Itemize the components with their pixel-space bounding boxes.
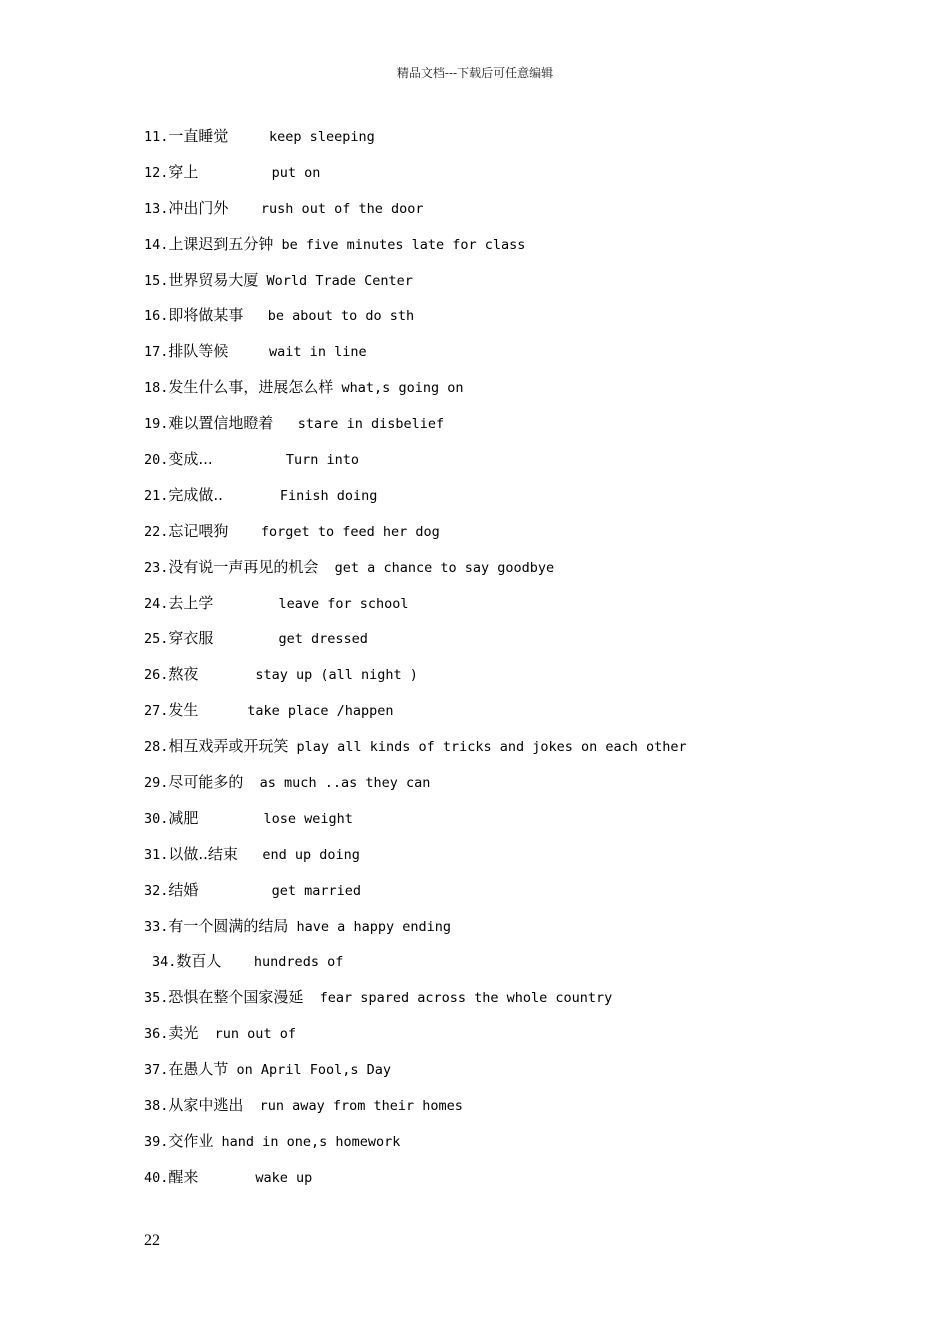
entry-number: 16. — [144, 308, 169, 325]
chinese-phrase: 有一个圆满的结局 — [168, 916, 289, 935]
entry-number: 13. — [144, 200, 169, 217]
entry-number: 26. — [144, 667, 169, 684]
chinese-phrase: 完成做.. — [168, 485, 223, 504]
spacer — [213, 1134, 221, 1150]
vocabulary-list — [144, 124, 904, 1201]
entry-number: 37. — [144, 1062, 169, 1079]
english-phrase: get a chance to say goodbye — [334, 559, 555, 576]
list-item — [144, 1021, 904, 1057]
english-phrase: hand in one,s homework — [221, 1133, 401, 1150]
chinese-phrase: 交作业 — [168, 1131, 214, 1150]
list-item — [144, 411, 904, 447]
list-item — [144, 232, 904, 268]
english-phrase: be about to do sth — [267, 308, 415, 325]
chinese-phrase: 在愚人节 — [168, 1060, 229, 1079]
entry-number: 36. — [144, 1026, 169, 1043]
list-item — [144, 160, 904, 196]
entry-number: 29. — [144, 775, 169, 792]
english-phrase: be five minutes late for class — [281, 236, 526, 253]
chinese-phrase: 变成... — [168, 450, 213, 469]
entry-number: 27. — [144, 703, 169, 720]
spacer — [333, 380, 341, 396]
spacer — [228, 344, 269, 360]
english-phrase: stare in disbelief — [297, 416, 445, 433]
page-number: 22 — [144, 1232, 160, 1249]
list-item — [144, 555, 904, 591]
entry-number: 14. — [144, 236, 169, 253]
english-phrase: hundreds of — [253, 954, 344, 971]
spacer — [228, 1062, 236, 1078]
spacer — [273, 416, 297, 432]
chinese-phrase: 排队等候 — [168, 342, 229, 361]
list-item — [144, 878, 904, 914]
entry-number: 19. — [144, 416, 169, 433]
chinese-phrase: 以做..结束 — [168, 844, 238, 863]
english-phrase: put on — [271, 164, 321, 181]
spacer — [198, 667, 255, 683]
english-phrase: rush out of the door — [260, 200, 424, 217]
entry-number: 17. — [144, 344, 169, 361]
english-phrase: on April Fool,s Day — [236, 1062, 391, 1079]
english-phrase: take place /happen — [247, 703, 394, 720]
list-item — [144, 1129, 904, 1165]
english-phrase: Finish doing — [279, 487, 378, 504]
chinese-phrase: 结婚 — [168, 880, 199, 899]
entry-number: 24. — [144, 595, 169, 612]
list-item — [144, 1093, 904, 1129]
entry-number: 38. — [144, 1098, 169, 1115]
spacer — [198, 165, 271, 181]
spacer — [223, 488, 280, 504]
list-item — [144, 591, 904, 627]
spacer — [243, 775, 259, 791]
chinese-phrase: 穿上 — [168, 162, 199, 181]
entry-number: 30. — [144, 810, 169, 827]
spacer — [228, 129, 269, 145]
entry-number: 22. — [144, 523, 169, 540]
entry-number: 31. — [144, 846, 169, 863]
chinese-phrase: 上课迟到五分钟 — [168, 234, 274, 253]
spacer — [273, 237, 281, 253]
english-phrase: wait in line — [269, 344, 367, 361]
spacer — [318, 560, 334, 576]
chinese-phrase: 一直睡觉 — [168, 127, 229, 145]
chinese-phrase: 数百人 — [176, 952, 222, 971]
spacer — [228, 201, 261, 217]
spacer — [288, 919, 296, 935]
list-item — [144, 268, 904, 304]
chinese-phrase: 没有说一声再见的机会 — [168, 557, 319, 576]
english-phrase: fear spared across the whole country — [319, 990, 613, 1007]
chinese-phrase: 世界贸易大厦 — [168, 270, 259, 289]
entry-number: 39. — [144, 1133, 169, 1150]
english-phrase: have a happy ending — [296, 918, 451, 935]
spacer — [198, 883, 271, 899]
entry-number: 15. — [144, 272, 169, 289]
list-item — [144, 519, 904, 555]
list-item — [144, 662, 904, 698]
list-item — [144, 770, 904, 806]
english-phrase: stay up (all night ) — [255, 667, 418, 684]
english-phrase: end up doing — [262, 846, 360, 863]
english-phrase: run out of — [214, 1026, 296, 1043]
spacer — [198, 703, 247, 719]
list-item — [144, 626, 904, 662]
spacer — [303, 990, 319, 1006]
english-phrase: World Trade Center — [266, 272, 413, 289]
spacer — [243, 1098, 259, 1114]
list-item — [144, 842, 904, 878]
english-phrase: forget to feed her dog — [260, 523, 440, 540]
spacer — [243, 308, 267, 324]
chinese-phrase: 卖光 — [168, 1024, 199, 1043]
english-phrase: run away from their homes — [259, 1098, 463, 1115]
spacer — [198, 1026, 214, 1042]
list-item — [144, 196, 904, 232]
english-phrase: wake up — [255, 1169, 313, 1186]
entry-number: 35. — [144, 990, 169, 1007]
chinese-phrase: 尽可能多的 — [168, 773, 244, 792]
list-item — [144, 124, 904, 160]
entry-number: 21. — [144, 487, 169, 504]
english-phrase: Turn into — [285, 452, 360, 469]
english-phrase: as much ..as they can — [259, 775, 431, 792]
list-item — [144, 339, 904, 375]
entry-number: 32. — [144, 882, 169, 899]
english-phrase: leave for school — [278, 595, 409, 612]
list-item — [144, 985, 904, 1021]
chinese-phrase: 即将做某事 — [168, 306, 244, 325]
list-item — [144, 914, 904, 950]
spacer — [213, 596, 278, 612]
english-phrase: get dressed — [278, 631, 368, 648]
list-item — [144, 1165, 904, 1201]
chinese-phrase: 穿衣服 — [168, 629, 214, 648]
chinese-phrase: 忘记喂狗 — [168, 521, 229, 540]
english-phrase: play all kinds of tricks and jokes on each other — [296, 739, 687, 756]
chinese-phrase: 发生什么事，进展怎么样 — [168, 378, 334, 397]
chinese-phrase: 难以置信地瞪着 — [168, 414, 274, 433]
entry-number: 33. — [144, 918, 169, 935]
list-item — [144, 303, 904, 339]
spacer — [238, 847, 262, 863]
chinese-phrase: 熬夜 — [168, 665, 199, 684]
chinese-phrase: 减肥 — [168, 808, 199, 827]
spacer — [198, 811, 263, 827]
spacer — [228, 524, 261, 540]
entry-number: 18. — [144, 380, 169, 397]
spacer — [198, 1170, 255, 1186]
list-item — [144, 698, 904, 734]
spacer — [258, 273, 266, 289]
entry-number: 20. — [144, 452, 169, 469]
chinese-phrase: 恐惧在整个国家漫延 — [168, 988, 304, 1007]
spacer — [213, 452, 286, 468]
english-phrase: lose weight — [263, 810, 353, 827]
list-item — [144, 375, 904, 411]
chinese-phrase: 去上学 — [168, 593, 214, 612]
page-header: 精品文档---下载后可任意编辑 — [396, 66, 554, 80]
chinese-phrase: 醒来 — [168, 1167, 199, 1186]
list-item — [144, 1057, 904, 1093]
english-phrase: keep sleeping — [269, 129, 375, 145]
list-item — [144, 447, 904, 483]
chinese-phrase: 冲出门外 — [168, 198, 229, 217]
chinese-phrase: 发生 — [168, 701, 199, 720]
spacer — [288, 739, 296, 755]
english-phrase: get married — [271, 882, 361, 899]
list-item — [144, 734, 904, 770]
chinese-phrase: 相互戏弄或开玩笑 — [168, 737, 289, 756]
list-item — [144, 483, 904, 519]
entry-number: 34. — [152, 954, 177, 971]
entry-number: 23. — [144, 559, 169, 576]
chinese-phrase: 从家中逃出 — [168, 1096, 244, 1115]
list-item — [144, 806, 904, 842]
entry-number: 40. — [144, 1169, 169, 1186]
entry-number: 12. — [144, 164, 169, 181]
english-phrase: what,s going on — [341, 380, 464, 397]
spacer — [213, 631, 278, 647]
list-item — [144, 949, 904, 985]
entry-number: 11. — [144, 129, 169, 145]
spacer — [221, 954, 254, 970]
entry-number: 25. — [144, 631, 169, 648]
entry-number: 28. — [144, 739, 169, 756]
